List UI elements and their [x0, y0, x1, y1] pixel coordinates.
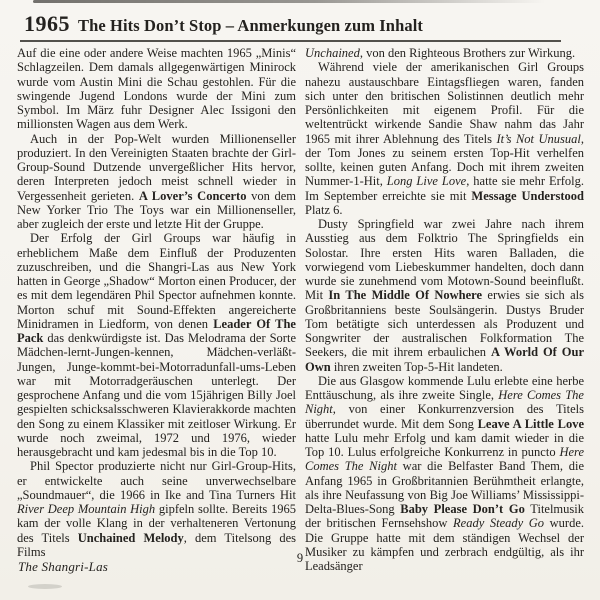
- paragraph: [17, 231, 296, 459]
- body-text: erwies sie sich als Großbritanniens beste Soulsängerin. Dustys Bruder Tom betätigte sich unterdessen als Produzent und Songwriter der australischen Folkformation The Seekers, die mit ihrem erbaulichen: [305, 288, 585, 360]
- title-italic: Long Live Love: [386, 174, 467, 189]
- paragraph: [17, 132, 296, 232]
- column-left: [17, 46, 296, 573]
- paragraph: [305, 217, 584, 374]
- body-text: Platz 6.: [305, 202, 343, 217]
- body-text: Titelmusik der britischen Fernsehshow: [305, 502, 584, 531]
- body-text: Auf die eine oder andere Weise machten 1965 „Minis“ Schlagzeilen. Dem damals allgegenwärtigen Minirock wurde vom Austin Mini die Schau gestohlen. Für die swingende Jugend Londons wurde der Mini zum Symbol. Im März fuhr Designer Alec Issigoni den millionsten Wagen aus dem Werk.: [17, 46, 296, 132]
- body-text: wurde. Die Gruppe hatte mit dem ständigen Wechsel der Musiker zu kämpfen und zerbrach endgültig, als ihr Leadsänger: [305, 516, 584, 573]
- column-right: [305, 46, 584, 573]
- title-italic: Here Comes The Night: [305, 388, 584, 417]
- body-text: Während viele der amerikanischen Girl Groups nahezu austauschbare Eintagsfliegen waren, fanden sich unter den britischen Solistinnen deutlich mehr Persönlichkeiten mit eigenem Profil. Für die weltentrückt wirkende Sandie Shaw nahm das Jahr 1965 mit ihrer Ablehnung des Titels: [305, 60, 584, 146]
- body-text: das denkwürdigste ist. Das Melodrama der Sorte Mädchen-lernt-Jungen-kennen, Mädchen-verläßt-Jungen, Junge-kommt-bei-Motorradunfall-ums-Leben war mit Motorradgeräuschen unterlegt. Der gesprochene Anfang und die vom 15jährigen Billy Joel gespielten schicksalsschweren Klavierakkorde machten den Song zu einem Klassiker mit zeitloser Wirkung. Er wurde noch zweimal, 1972 und 1976, wieder herausgebracht und kam jedesmal bis in die Top 10.: [17, 331, 296, 459]
- song-title-bold: A Lover’s Concerto: [138, 188, 247, 203]
- paragraph: [305, 374, 584, 574]
- song-title-bold: Leader Of The Pack: [17, 316, 296, 345]
- song-title-bold: Leave A Little Love: [477, 416, 584, 431]
- song-title-bold: Baby Please Don’t Go: [400, 502, 525, 516]
- body-text: Auch in der Pop-Welt wurden Millionenseller produziert. In den Vereinigten Staaten brachte der Girl-Group-Sound Dutzende unvergeßlicher Hits hervor, deren Interpreten jedoch meist schnell wieder in Vergessenheit gerieten.: [17, 131, 296, 203]
- body-text: gipfeln sollte. Bereits 1965 kam der volle Klang in der verhalteneren Vertonung des Titels: [17, 502, 296, 545]
- title-italic: Ready Steady Go: [453, 516, 545, 531]
- paragraph: [305, 46, 584, 60]
- header-divider: [20, 40, 561, 42]
- body-text: , von den Righteous Brothers zur Wirkung.: [359, 46, 576, 60]
- paragraph: [17, 459, 296, 559]
- body-text: , der Tom Jones zu seinem ersten Top-Hit verhelfen sollte, keinen guten Anfang. Doch mit ihrem zweiten Nummer-1-Hit,: [305, 131, 584, 189]
- header-year: 1965: [24, 11, 70, 36]
- title-italic: Unchained: [305, 46, 360, 60]
- title-italic: River Deep Mountain High: [17, 502, 156, 516]
- body-text: , hatte sie mehr Erfolg. Im September erreichte sie mit: [305, 174, 584, 203]
- body-text: hatte Lulu mehr Erfolg und kam damit wieder in die Top 10. Lulus erfolgreiche Konkurrenz in puncto: [305, 430, 584, 459]
- body-text: , dem Titelsong des Films: [17, 530, 296, 559]
- body-text: Der Erfolg der Girl Groups war häufig in erheblichem Maße dem Einfluß der Produzenten zuzuschreiben, und die Shangri-Las aus New York hatten in George „Shadow“ Morton einen Producer, der es mit dem legendären Phil Spector aufnehmen konnte. Morton schuf mit Sound-Effekten angereicherte Minidramen in Liedform, von denen: [17, 231, 296, 331]
- title-italic: It’s Not Unusual: [496, 131, 581, 146]
- scan-smudge-artifact: [28, 584, 62, 589]
- song-title-bold: Unchained Melody: [77, 530, 184, 545]
- title-italic: Here Comes The Night: [305, 445, 584, 474]
- page-title: The Hits Don’t Stop – Anmerkungen zum Inhalt: [78, 16, 423, 35]
- article-body: [17, 46, 584, 573]
- body-text: Phil Spector produzierte nicht nur Girl-Group-Hits, er entwickelte auch seine unverwechselbare „Soundmauer“, die 1966 in Ike and Tina Turners Hit: [17, 459, 296, 502]
- page-number: 9: [296, 551, 304, 565]
- song-title-bold: In The Middle Of Nowhere: [328, 288, 483, 303]
- footer-artist-caption: The Shangri-Las: [18, 559, 109, 574]
- paragraph: [17, 46, 296, 132]
- page-header: [24, 11, 423, 37]
- body-text: Dusty Springfield war zwei Jahre nach ihrem Ausstieg aus dem Folktrio The Springfields ein Solostar. Ihre ersten Hits waren Balladen, die vorwiegend vom Liebeskummer handelten, doch dann wurde sie zunehmend vom Motown-Sound beeinflußt. Mit: [305, 217, 584, 303]
- body-text: Die aus Glasgow kommende Lulu erlebte eine herbe Enttäuschung, als ihre zweite Single,: [305, 373, 584, 402]
- song-title-bold: Message Understood: [471, 188, 584, 203]
- body-text: von dem New Yorker Trio The Toys war ein Millionenseller, aber zugleich der erste und letzte Hit der Gruppe.: [17, 188, 296, 231]
- body-text: , von einer Konkurrenzversion des Titels überrundet wurde. Mit dem Song: [305, 402, 584, 431]
- scan-edge-artifact: [33, 0, 545, 3]
- paragraph: [305, 60, 584, 217]
- song-title-bold: A World Of Our Own: [305, 345, 584, 374]
- body-text: war die Belfaster Band Them, die Anfang 1965 in Großbritannien Berühmtheit erlangte, als ihre Neufassung von Big Joe Williams’ Mississippi-Delta-Blues-Song: [305, 459, 585, 516]
- body-text: ihren zweiten Top-5-Hit landeten.: [330, 359, 503, 374]
